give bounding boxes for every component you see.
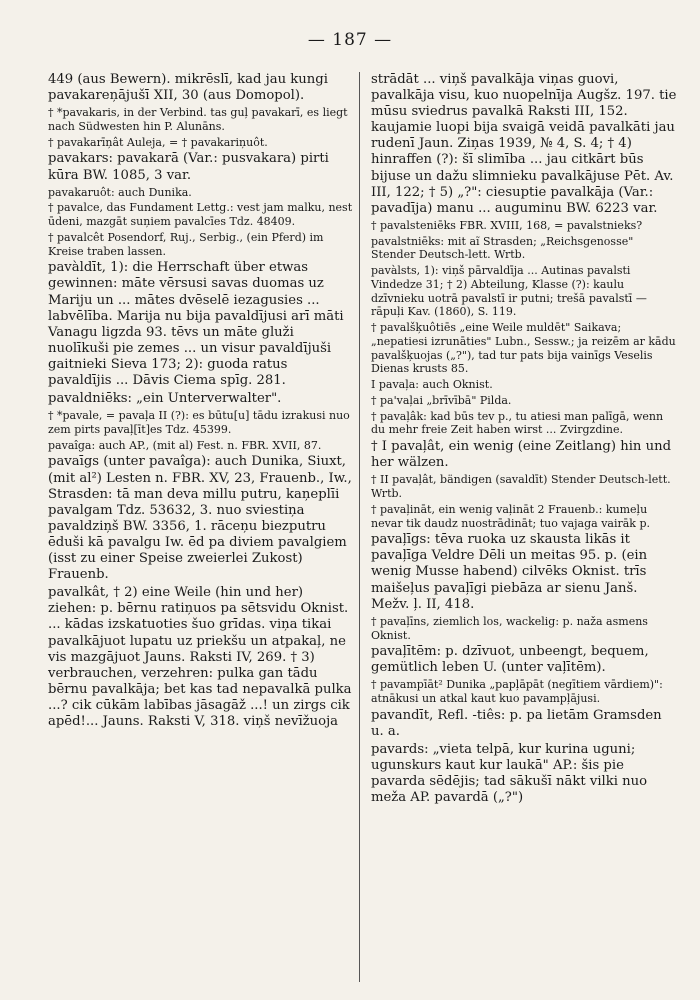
dictionary-entry — [48, 409, 354, 437]
dictionary-entry — [371, 473, 677, 501]
dictionary-entry — [48, 585, 354, 730]
dictionary-entry — [48, 231, 354, 259]
page-number: — 187 — — [307, 30, 393, 50]
dictionary-entry — [371, 503, 677, 531]
dictionary-entry — [371, 644, 677, 676]
dictionary-entry — [48, 136, 354, 150]
right-column — [371, 72, 681, 987]
entry-text: strādāt ... viņš pavalkāja viņas guovi, pavalkāja visu, kuo nuopelnīja Augšz. 197. tie mūsu sviedrus pavalkā Raksti III, 152. kaujamie luopi bija svaigā veidā pavalkāti jau rudenī Jaun. Ziņas 1939, № 4, S. 4; † 4) hinraffen (?): šī slimība ... jau citkārt būs bijuse un dažu slimnieku pavalkājuse Pēt. Av. III, 122; † 5) „?": ciesuptie pavalkāja (Var.: pavadīja) manu ... auguminu BW. 6223 var. — [371, 72, 681, 216]
entry-text: pavaldniēks: „ein Unterverwalter". — [48, 391, 282, 407]
entry-text: pavàldīt, 1): die Herrschaft über etwas gewinnen: māte vērsusi savas duomas uz Mariju un ... mātes dvēselē iezagusies ... labvēlība. Marija nu bija pavaldījusi arī māti Vanagu ligzda 93. tēvs un māte gluži nuolīkuši pie zemes ... un visur pavaldījuši gaitnieki Sieva 173; 2): guoda ratus pavaldījis ... Dāvis Ciema spīg. 281. — [48, 260, 348, 389]
dictionary-entry — [48, 72, 354, 104]
dictionary-entry — [371, 321, 680, 376]
entry-text: 449 (aus Bewern). mikrēslī, kad jau kungi pavakareņājušī XII, 30 (aus Domopol). — [48, 72, 333, 104]
dictionary-entry — [371, 615, 677, 643]
entry-text: † pa'vaļai „brīvībā" Pilda. — [371, 393, 512, 407]
entry-text: † pavakarīņât Auleja, = † pavakariņuôt. — [48, 135, 268, 149]
dictionary-entry — [48, 151, 354, 183]
dictionary-entry — [371, 532, 677, 612]
entry-text: † pavaļīns, ziemlich los, wackelig: p. naža asmens Oknist. — [371, 614, 652, 642]
entry-text: pavards: „vieta telpā, kur kurina uguni; ugunskurs kaut kur laukā" AP.: šis pie pavarda sēdējis; tad sākušī nākt vilki nuo meža AP. pavardā („?") — [371, 742, 652, 806]
entry-text: † *pavale, = pavaļa II (?): es būtu[u] tādu izrakusi nuo zem pirts pavaļ[īt]es Tdz. 45399. — [48, 409, 354, 436]
entry-text: pavaîga: auch AP., (mit al) Fest. n. FBR. XVII, 87. — [48, 438, 322, 452]
entry-text: † pavaļâk: kad būs tev p., tu atiesi man palīgā, wenn du mehr freie Zeit haben wirst ... Zvirgzdine. — [371, 409, 667, 437]
dictionary-entry — [371, 219, 677, 233]
entry-text: pavalstniēks: mit aĩ Strasden; „Reichsgenosse" Stender Deutsch-lett. Wrtb. — [371, 234, 637, 262]
dictionary-entry — [371, 410, 677, 438]
column-divider — [359, 72, 360, 982]
entry-text: † pavalce, das Fundament Lettg.: vest jam malku, nest ūdeni, mazgāt suņiem pavalcīes Tdz. 48409. — [48, 201, 356, 229]
entry-text: pavàlsts, 1): viņš pārvaldīja ... Autinas pavalsti Vindedze 31; † 2) Abteilung, Klasse (?): kaulu dzīvnieku uotrā pavalstī ir putni; trešā pavalstī — rāpuļi Kav. (1860), S. 119. — [371, 264, 651, 319]
entry-text: † *pavakaris, in der Verbind. tas guļ pavakarī, es liegt nach Südwesten hin P. Alunāns. — [48, 106, 352, 133]
dictionary-entry — [48, 439, 354, 453]
dictionary-entry — [371, 742, 677, 806]
entry-text: pavalkât, † 2) eine Weile (hin und her) ziehen: p. bērnu ratiņuos pa sētsvidu Oknist. ... kādas izskatuoties šuo grīdas. viņa tikai pavalkājuot lupatu uz priekšu un atpakaļ, ne vis mazgājuot Jauns. Raksti IV, 269. † 3) verbrauchen, verzehren: pulka gan tādu bērnu pavalkāja; bet kas tad nepavalkā pulka ...? cik cūkām labības jāsagāž ...! un zirgs cik apēd!... Jauns. Raksti V, 318. viņš nevīžuoja — [48, 585, 356, 729]
dictionary-entry — [371, 72, 681, 217]
entry-text: † pavalsteniēks FBR. XVIII, 168, = pavalstnieks? — [371, 218, 643, 232]
entry-text: † I pavaļât, ein wenig (eine Zeitlang) hin und her wälzen. — [371, 439, 676, 471]
entry-text: † pavalšķuôtiēs „eine Weile muldēt" Saikava; „nepatiesi izrunāties" Lubn., Sessw.; ja reizēm ar kādu pavalšķuojas („?"), tad tur pats bija vainīgs Veselis Dienas krusts 85. — [371, 321, 680, 376]
entry-text: I pavaļa: auch Oknist. — [371, 378, 493, 392]
dictionary-entry — [48, 454, 357, 583]
entry-text: † II pavaļât, bändigen (savaldīt) Stender Deutsch-lett. Wrtb. — [371, 473, 675, 501]
entry-text: pavakars: pavakarā (Var.: pusvakara) pirti kūra BW. 1085, 3 var. — [48, 151, 334, 183]
dictionary-entry — [371, 394, 677, 408]
entry-text: pavakaruôt: auch Dunika. — [48, 185, 192, 199]
left-column — [48, 72, 357, 987]
entry-text: † pavampīāt² Dunika „papļāpāt (negītiem vārdiem)": atnākusi un atkal kaut kuo pavampļājusi. — [371, 678, 667, 706]
dictionary-entry — [48, 201, 354, 229]
entry-text: † pavaļināt, ein wenig vaļināt 2 Frauenb.: kumeļu nevar tik daudz nuostrādināt; tuo vajaga vairāk p. — [371, 502, 651, 530]
dictionary-entry — [48, 260, 354, 389]
dictionary-entry — [48, 391, 354, 407]
entry-text: pavaīgs (unter pavaîga): auch Dunika, Siuxt, (mit al²) Lesten n. FBR. XV, 23, Frauenb., Iw., Strasden: tā man deva millu putru, kaņeplīi pavalgam Tdz. 53632, 3. nuo sviestiņa pavaldziņš BW. 3356, 1. rāceņu biezputru ēduši kā pavalgu Iw. ēd pa diviem pavalgiem (isst zu einer Speise zweierlei Zukost) Frauenb. — [48, 454, 357, 583]
dictionary-entry — [371, 439, 677, 471]
dictionary-entry — [371, 378, 677, 392]
entry-text: pavaļīgs: tēva ruoka uz skausta likās it pavaļīga Veldre Dēli un meitas 95. p. (ein wenig Musse habend) cilvēks Oknist. trīs maišeļus pavaļīgi piebāza ar sienu Janš. Mežv. ļ. II, 418. — [371, 532, 652, 612]
dictionary-entry — [371, 235, 677, 263]
dictionary-entry — [371, 678, 677, 706]
entry-text: pavaļītēm: p. dzīvuot, unbeengt, bequem, gemütlich leben U. (unter vaļītēm). — [371, 644, 653, 676]
dictionary-entry — [48, 106, 354, 134]
dictionary-entry — [371, 708, 677, 740]
dictionary-entry — [48, 186, 354, 200]
entry-text: † pavalcêt Posendorf, Ruj., Serbig., (ein Pferd) im Kreise traben lassen. — [48, 230, 327, 258]
dictionary-entry — [371, 264, 677, 319]
entry-text: pavandīt, Refl. -tiês: p. pa lietām Gramsden u. a. — [371, 707, 666, 740]
